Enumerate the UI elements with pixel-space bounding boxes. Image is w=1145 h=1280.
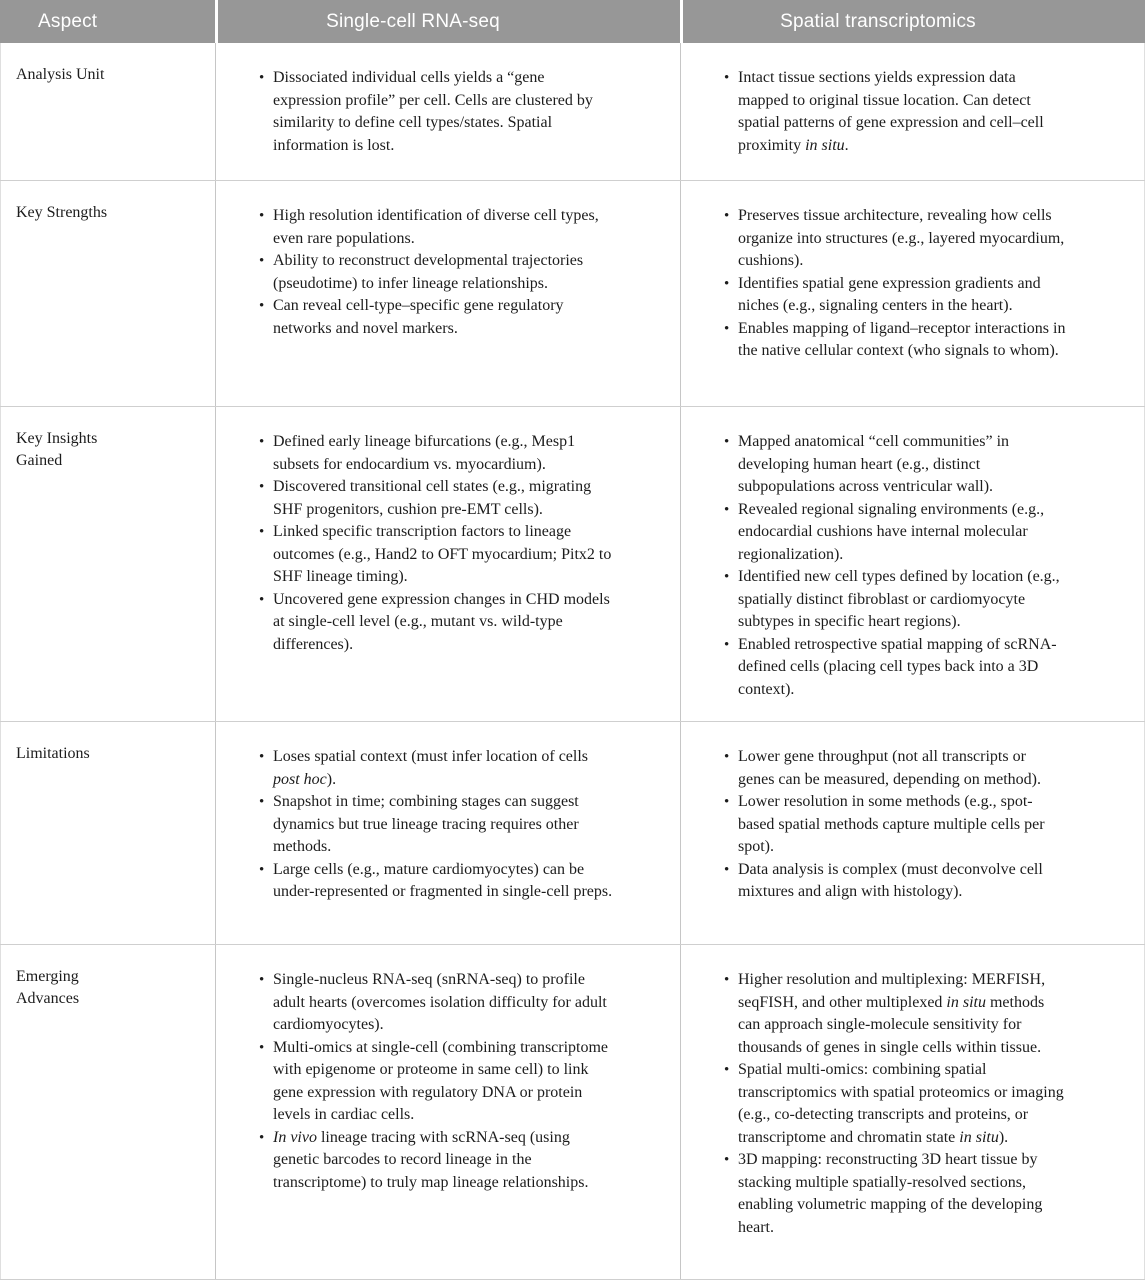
bullet-list bbox=[259, 67, 616, 157]
bullet-item: • Revealed regional signaling environments (e.g., endocardial cushions have internal molecular regionalization). bbox=[724, 499, 1066, 567]
bullet-item: • Can reveal cell-type–specific gene regulatory networks and novel markers. bbox=[259, 295, 616, 340]
bullet-item: • High resolution identification of diverse cell types, even rare populations. bbox=[259, 205, 616, 250]
table-row bbox=[0, 43, 1145, 180]
bullet-item: • Single-nucleus RNA-seq (snRNA-seq) to profile adult hearts (overcomes isolation difficulty for adult cardiomyocytes). bbox=[259, 969, 616, 1037]
table-row bbox=[0, 944, 1145, 1279]
table-header-row bbox=[0, 0, 1145, 43]
column-header-aspect: Aspect bbox=[0, 0, 215, 43]
bullet-item: • Lower gene throughput (not all transcripts or genes can be measured, depending on method). bbox=[724, 746, 1066, 791]
aspect-cell bbox=[0, 945, 215, 1279]
bullet-item: • Dissociated individual cells yields a “gene expression profile” per cell. Cells are clustered by similarity to define cell types/states. Spatial information is lost. bbox=[259, 67, 616, 157]
bullet-item: • Identifies spatial gene expression gradients and niches (e.g., signaling centers in the heart). bbox=[724, 273, 1066, 318]
bullet-item: • Intact tissue sections yields expression data mapped to original tissue location. Can detect spatial patterns of gene expression and cell–cell proximity in situ. bbox=[724, 67, 1066, 157]
bullet-list bbox=[259, 969, 616, 1194]
bullet-item: • Snapshot in time; combining stages can suggest dynamics but true lineage tracing requires other methods. bbox=[259, 791, 616, 859]
spatial-cell bbox=[680, 722, 1145, 944]
spatial-cell bbox=[680, 181, 1145, 406]
spatial-cell bbox=[680, 407, 1145, 721]
column-header-spatial-transcriptomics: Spatial transcriptomics bbox=[680, 0, 1145, 43]
bullet-item: • Loses spatial context (must infer location of cells post hoc). bbox=[259, 746, 616, 791]
aspect-label: Limitations bbox=[16, 745, 90, 762]
bullet-item: • In vivo lineage tracing with scRNA-seq (using genetic barcodes to record lineage in the transcriptome) to truly map lineage relationships. bbox=[259, 1127, 616, 1195]
scrna-cell bbox=[215, 945, 680, 1279]
bullet-list bbox=[724, 205, 1066, 363]
bullet-item: • Identified new cell types defined by location (e.g., spatially distinct fibroblast or cardiomyocyte subtypes in specific heart regions). bbox=[724, 566, 1066, 634]
bullet-item: • Enables mapping of ligand–receptor interactions in the native cellular context (who signals to whom). bbox=[724, 318, 1066, 363]
scrna-cell bbox=[215, 43, 680, 180]
bullet-item: • Multi-omics at single-cell (combining transcriptome with epigenome or proteome in same cell) to link gene expression with regulatory DNA or protein levels in cardiac cells. bbox=[259, 1037, 616, 1127]
bullet-item: • Data analysis is complex (must deconvolve cell mixtures and align with histology). bbox=[724, 859, 1066, 904]
spatial-cell bbox=[680, 43, 1145, 180]
bullet-item: • Mapped anatomical “cell communities” in developing human heart (e.g., distinct subpopulations across ventricular wall). bbox=[724, 431, 1066, 499]
bullet-list bbox=[724, 746, 1066, 904]
bullet-item: • Enabled retrospective spatial mapping of scRNA-defined cells (placing cell types back into a 3D context). bbox=[724, 634, 1066, 702]
bullet-item: • Linked specific transcription factors to lineage outcomes (e.g., Hand2 to OFT myocardium; Pitx2 to SHF lineage timing). bbox=[259, 521, 616, 589]
bullet-list bbox=[724, 67, 1066, 157]
table-body bbox=[0, 43, 1145, 1280]
bullet-list bbox=[259, 205, 616, 340]
bullet-list bbox=[724, 431, 1066, 701]
bullet-list bbox=[259, 746, 616, 904]
bullet-item: • Defined early lineage bifurcations (e.g., Mesp1 subsets for endocardium vs. myocardium). bbox=[259, 431, 616, 476]
scrna-cell bbox=[215, 181, 680, 406]
scrna-cell bbox=[215, 722, 680, 944]
spatial-cell bbox=[680, 945, 1145, 1279]
aspect-label: Key Strengths bbox=[16, 204, 108, 221]
table-row bbox=[0, 180, 1145, 406]
table-row bbox=[0, 406, 1145, 721]
bullet-item: • Lower resolution in some methods (e.g., spot-based spatial methods capture multiple cells per spot). bbox=[724, 791, 1066, 859]
aspect-cell bbox=[0, 43, 215, 180]
aspect-cell bbox=[0, 407, 215, 721]
bullet-item: • Spatial multi-omics: combining spatial transcriptomics with spatial proteomics or imaging (e.g., co-detecting transcripts and proteins, or transcriptome and chromatin state in situ). bbox=[724, 1059, 1066, 1149]
bullet-item: • Ability to reconstruct developmental trajectories (pseudotime) to infer lineage relationships. bbox=[259, 250, 616, 295]
aspect-label: Emerging Advances bbox=[16, 968, 80, 1007]
bullet-item: • 3D mapping: reconstructing 3D heart tissue by stacking multiple spatially-resolved sections, enabling volumetric mapping of the developing heart. bbox=[724, 1149, 1066, 1239]
bullet-item: • Discovered transitional cell states (e.g., migrating SHF progenitors, cushion pre-EMT cells). bbox=[259, 476, 616, 521]
table-row bbox=[0, 721, 1145, 944]
bullet-item: • Higher resolution and multiplexing: MERFISH, seqFISH, and other multiplexed in situ methods can approach single-molecule sensitivity for thousands of genes in single cells within tissue. bbox=[724, 969, 1066, 1059]
bullet-item: • Preserves tissue architecture, revealing how cells organize into structures (e.g., layered myocardium, cushions). bbox=[724, 205, 1066, 273]
bullet-item: • Uncovered gene expression changes in CHD models at single-cell level (e.g., mutant vs. wild-type differences). bbox=[259, 589, 616, 657]
scrna-cell bbox=[215, 407, 680, 721]
aspect-cell bbox=[0, 181, 215, 406]
aspect-label: Key Insights Gained bbox=[16, 430, 98, 469]
aspect-cell bbox=[0, 722, 215, 944]
aspect-label: Analysis Unit bbox=[16, 66, 105, 83]
bullet-item: • Large cells (e.g., mature cardiomyocytes) can be under-represented or fragmented in single-cell preps. bbox=[259, 859, 616, 904]
bullet-list bbox=[724, 969, 1066, 1239]
bullet-list bbox=[259, 431, 616, 656]
column-header-single-cell-rna-seq: Single-cell RNA-seq bbox=[215, 0, 680, 43]
